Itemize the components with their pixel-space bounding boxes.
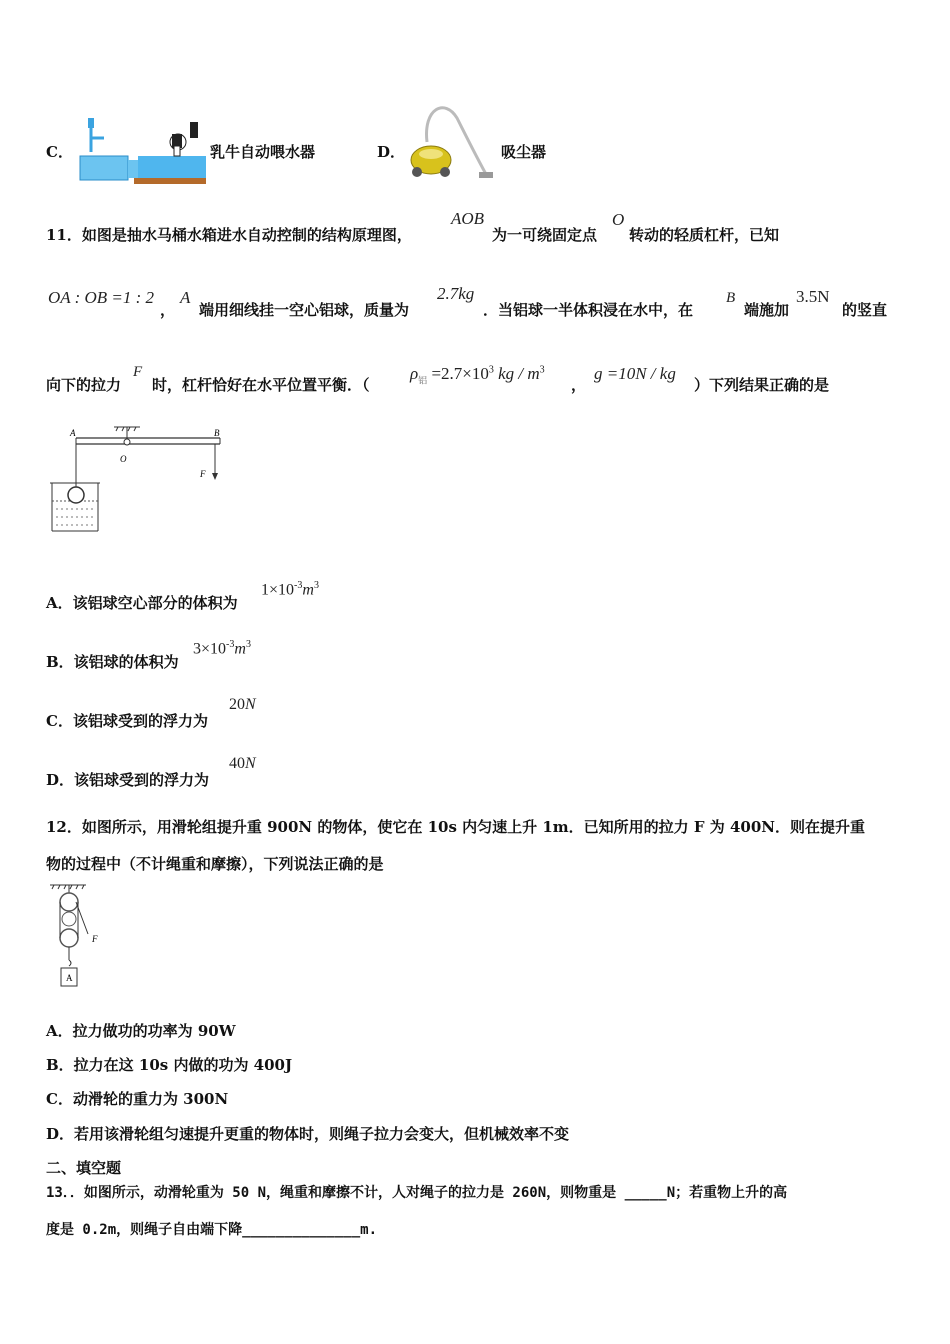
q11-f: F xyxy=(133,364,143,380)
q11-g: g =10N / kg xyxy=(594,364,676,383)
q12-option-c[interactable]: C．动滑轮的重力为 300N xyxy=(46,1090,229,1108)
q11-rho-expression: $\rho_铝 =2.7\times 10^3$ kg / $m^3$ xyxy=(410,364,545,386)
q12-option-d[interactable]: D．若用该滑轮组匀速提升更重的物体时，则绳子拉力会变大，但机械效率不变 xyxy=(46,1125,570,1143)
q11-option-c-value: 20N xyxy=(229,696,256,713)
option-d-label: 吸尘器 xyxy=(501,143,547,161)
option-c-letter: C． xyxy=(46,143,73,161)
q11-b: B xyxy=(726,290,736,306)
q12-line1: 12．如图所示，用滑轮组提升重 900N 的物体，使它在 10s 内匀速上升 1m．已知所用的拉力 F 为 400N．则在提升重 xyxy=(46,818,865,836)
q11-text-b: 为一可绕固定点 xyxy=(492,226,598,244)
q11-option-a-value: $1\times 10^{-3}m^3$ xyxy=(261,580,319,599)
q11-line1 xyxy=(46,224,412,245)
lever-label-a: A xyxy=(70,428,76,438)
vacuum-cleaner-image xyxy=(405,98,495,182)
option-d-letter: D． xyxy=(377,143,406,161)
q11-o: O xyxy=(612,210,625,229)
q11-comma: ， xyxy=(160,301,176,319)
q12-line2: 物的过程中（不计绳重和摩擦），下列说法正确的是 xyxy=(46,855,384,873)
cow-water-feeder-image xyxy=(78,112,208,188)
q11-option-b-value: $3\times 10^{-3}m^3$ xyxy=(193,639,251,658)
q11-a: A xyxy=(180,288,191,307)
q12-option-b[interactable]: B．拉力在这 10s 内做的功为 400J xyxy=(46,1056,293,1074)
option-c-label: 乳牛自动喂水器 xyxy=(210,143,316,161)
lever-diagram xyxy=(48,425,233,540)
q11-option-b[interactable]: B．该铝球的体积为 xyxy=(46,653,179,671)
pulley-label-f: F xyxy=(92,934,98,944)
q11-text-2c: 端施加 xyxy=(744,301,790,319)
q11-text-2b: ．当铝球一半体积浸在水中，在 xyxy=(483,301,694,319)
q11-force: 3.5N xyxy=(796,287,830,306)
q13-line2: 度是 0.2m，则绳子自由端下降______________m. xyxy=(46,1222,378,1238)
lever-label-b: B xyxy=(214,428,220,438)
q11-option-a[interactable]: A．该铝球空心部分的体积为 xyxy=(46,594,238,612)
q11-ratio: OA : OB =1 : 2 xyxy=(48,288,155,307)
q11-text-3b: 时，杠杆恰好在水平位置平衡．（ xyxy=(152,376,370,394)
q13-line1: 13．．如图所示，动滑轮重为 50 N，绳重和摩擦不计，人对绳子的拉力是 260N，则物重是 _____N；若重物上升的高 xyxy=(46,1185,788,1201)
q11-text-c: 转动的轻质杠杆，已知 xyxy=(629,226,780,244)
section-title: 二、填空题 xyxy=(46,1159,122,1177)
q11-mass: 2.7kg xyxy=(437,284,475,303)
q11-aob: AOB xyxy=(451,209,485,228)
pulley-label-a: A xyxy=(66,973,73,983)
lever-label-f: F xyxy=(200,469,206,479)
q11-option-d-value: 40N xyxy=(229,755,256,772)
q11-text-a: 11．如图是抽水马桶水箱进水自动控制的结构原理图， xyxy=(46,226,412,244)
q11-option-d[interactable]: D．该铝球受到的浮力为 xyxy=(46,771,210,789)
q11-text-2a: 端用细线挂一空心铝球，质量为 xyxy=(199,301,410,319)
lever-label-o: O xyxy=(120,454,127,464)
q11-text-2d: 的竖直 xyxy=(842,301,888,319)
q11-sep: ， xyxy=(571,376,587,394)
q11-text-3a: 向下的拉力 xyxy=(46,376,122,394)
q12-option-a[interactable]: A．拉力做功的功率为 90W xyxy=(46,1022,236,1040)
pulley-diagram xyxy=(46,882,106,992)
q11-text-3c: ）下列结果正确的是 xyxy=(694,376,830,394)
q11-option-c[interactable]: C．该铝球受到的浮力为 xyxy=(46,712,208,730)
